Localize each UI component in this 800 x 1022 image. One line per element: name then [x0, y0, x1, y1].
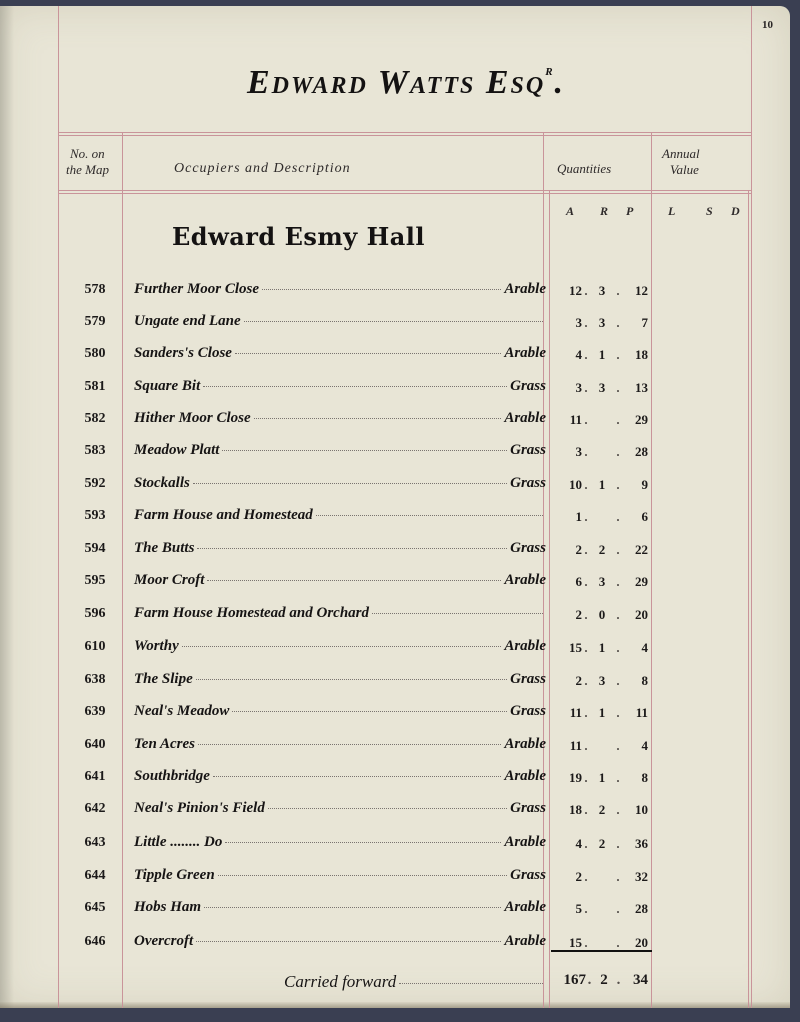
table-row	[60, 603, 660, 627]
rule-header-top	[58, 132, 751, 133]
quantity	[556, 509, 648, 525]
leader-dots	[268, 808, 507, 809]
roods: 0	[598, 607, 606, 622]
unit-acres: A	[566, 204, 575, 218]
parcel-name: Farm House and Homestead	[134, 507, 313, 523]
perches: 29	[635, 412, 648, 427]
land-use: Arable	[504, 933, 546, 949]
land-use: Arable	[504, 572, 546, 588]
description	[134, 313, 546, 330]
map-number: 644	[84, 868, 106, 883]
separator-dot: .	[587, 972, 592, 988]
separator-dot: .	[584, 380, 588, 395]
separator-dot: .	[584, 802, 588, 817]
quantity	[556, 673, 648, 689]
parcel-name: Neal's Meadow	[134, 703, 230, 719]
title-period: .	[554, 64, 566, 101]
map-number: 638	[84, 672, 106, 687]
acres: 3	[575, 315, 582, 330]
separator-dot: .	[616, 673, 620, 688]
perches: 11	[635, 705, 648, 720]
leader-dots	[198, 744, 501, 745]
perches: 20	[635, 935, 648, 950]
header-no-on-map-line1: No. on	[70, 146, 105, 161]
title-text: Edward Watts Esq	[246, 64, 546, 101]
roods: 3	[598, 315, 606, 330]
description	[134, 638, 546, 655]
table-row	[60, 538, 660, 562]
separator-dot: .	[584, 574, 588, 589]
parcel-name: Overcroft	[134, 933, 194, 949]
quantity	[556, 802, 648, 818]
quantity	[556, 770, 648, 786]
acres: 2	[575, 869, 582, 884]
map-number: 641	[84, 769, 106, 784]
map-number: 639	[84, 704, 106, 719]
separator-dot: .	[584, 705, 588, 720]
header-annual-value	[662, 146, 700, 178]
acres: 2	[575, 673, 582, 688]
land-use: Grass	[510, 800, 546, 816]
table-row	[60, 798, 660, 822]
roods: 3	[598, 673, 606, 688]
map-number: 593	[84, 508, 106, 523]
description	[134, 378, 546, 395]
rule-right-margin	[751, 6, 752, 1008]
total-acres: 167	[563, 972, 586, 988]
parcel-name: Ungate end Lane	[134, 313, 241, 329]
separator-dot: .	[584, 836, 588, 851]
roods: 3	[598, 283, 606, 298]
separator-dot: .	[584, 935, 588, 950]
spine-shadow	[0, 6, 14, 1008]
leader-dots	[213, 776, 501, 777]
acres: 10	[569, 477, 582, 492]
separator-dot: .	[584, 607, 588, 622]
separator-dot: .	[616, 770, 620, 785]
separator-dot: .	[616, 738, 620, 753]
unit-roods: R	[600, 204, 609, 218]
separator-dot: .	[616, 283, 620, 298]
perches: 36	[635, 836, 648, 851]
parcel-name: Farm House Homestead and Orchard	[134, 605, 370, 621]
rule-header-bottom-2	[58, 193, 751, 194]
perches: 9	[641, 477, 648, 492]
roods: 3	[598, 380, 606, 395]
separator-dot: .	[584, 444, 588, 459]
header-no-on-map-line2: the Map	[66, 162, 109, 177]
description	[134, 736, 546, 753]
separator-dot: .	[616, 640, 620, 655]
rule-header-top-2	[58, 135, 751, 136]
map-number: 578	[84, 282, 106, 297]
header-annual-value-line1: Annual	[662, 146, 700, 161]
separator-dot: .	[616, 315, 620, 330]
quantity	[556, 380, 648, 396]
table-row	[60, 636, 660, 660]
leader-dots	[262, 289, 501, 290]
land-use: Grass	[510, 540, 546, 556]
separator-dot: .	[616, 901, 620, 916]
separator-dot: .	[584, 283, 588, 298]
perches: 29	[635, 574, 648, 589]
leader-dots	[204, 907, 501, 908]
land-use: Grass	[510, 442, 546, 458]
leader-dots	[197, 548, 507, 549]
map-number: 596	[84, 606, 106, 621]
acres: 15	[569, 935, 582, 950]
map-number: 645	[84, 900, 106, 915]
separator-dot: .	[584, 640, 588, 655]
table-row	[60, 897, 660, 921]
description	[134, 507, 546, 524]
roods: 2	[598, 542, 606, 557]
acres: 11	[569, 738, 582, 753]
table-row	[60, 279, 660, 303]
roods: 1	[598, 770, 606, 785]
perches: 22	[635, 542, 648, 557]
parcel-name: Hither Moor Close	[134, 410, 251, 426]
quantity	[556, 542, 648, 558]
perches: 7	[641, 315, 648, 330]
parcel-name: Neal's Pinion's Field	[134, 800, 265, 816]
description	[134, 768, 546, 785]
quantity	[556, 869, 648, 885]
map-number: 640	[84, 737, 106, 752]
page-number: 10	[762, 19, 773, 31]
parcel-name: Southbridge	[134, 768, 210, 784]
map-number: 646	[84, 934, 106, 949]
description	[134, 867, 546, 884]
parcel-name: Stockalls	[134, 475, 190, 491]
roods	[590, 901, 614, 917]
rule-value-right	[748, 190, 749, 1008]
acres: 12	[569, 283, 582, 298]
separator-dot: .	[616, 509, 620, 524]
rule-left-margin	[58, 6, 59, 1008]
table-row	[60, 505, 660, 529]
leader-dots	[399, 983, 543, 984]
carried-forward	[284, 972, 546, 992]
leader-dots	[196, 679, 507, 680]
quantity	[556, 607, 648, 623]
land-use: Arable	[504, 768, 546, 784]
acres: 1	[575, 509, 582, 524]
total-quantities	[556, 972, 648, 989]
description	[134, 834, 546, 851]
table-row	[60, 832, 660, 856]
separator-dot: .	[584, 901, 588, 916]
land-use: Arable	[504, 899, 546, 915]
unit-perches: P	[626, 204, 634, 218]
land-use: Arable	[504, 281, 546, 297]
unit-shillings: S	[706, 204, 713, 218]
perches: 4	[641, 640, 648, 655]
description	[134, 540, 546, 557]
acres: 2	[575, 607, 582, 622]
header-annual-value-line2: Value	[670, 162, 699, 177]
quantity	[556, 901, 648, 917]
parcel-name: Tipple Green	[134, 867, 215, 883]
acres: 3	[575, 380, 582, 395]
leader-dots	[182, 646, 502, 647]
leader-dots	[193, 483, 507, 484]
map-number: 583	[84, 443, 106, 458]
separator-dot: .	[616, 836, 620, 851]
perches: 10	[635, 802, 648, 817]
quantity	[556, 574, 648, 590]
quantity	[556, 444, 648, 460]
description	[134, 605, 546, 622]
parcel-name: Moor Croft	[134, 572, 205, 588]
separator-dot: .	[616, 972, 621, 988]
table-row	[60, 669, 660, 693]
separator-dot: .	[616, 607, 620, 622]
quantity	[556, 705, 648, 721]
quantity	[556, 347, 648, 363]
map-number: 642	[84, 801, 106, 816]
quantity	[556, 315, 648, 331]
land-use: Grass	[510, 378, 546, 394]
leader-dots	[196, 941, 501, 942]
roods	[590, 509, 614, 525]
separator-dot: .	[616, 380, 620, 395]
roods: 1	[598, 477, 606, 492]
map-number: 595	[84, 573, 106, 588]
table-row	[60, 734, 660, 758]
map-number: 579	[84, 314, 106, 329]
table-row	[60, 473, 660, 497]
quantity	[556, 477, 648, 493]
leader-dots	[244, 321, 543, 322]
description	[134, 899, 546, 916]
roods	[590, 869, 614, 885]
unit-pence: D	[731, 204, 740, 218]
leader-dots	[254, 418, 502, 419]
roods: 1	[598, 347, 606, 362]
carried-forward-label: Carried forward	[284, 972, 397, 991]
perches: 28	[635, 444, 648, 459]
roods: 1	[598, 640, 606, 655]
table-row	[60, 376, 660, 400]
description	[134, 345, 546, 362]
separator-dot: .	[584, 412, 588, 427]
table-row	[60, 865, 660, 889]
land-use: Arable	[504, 736, 546, 752]
roods	[590, 444, 614, 460]
separator-dot: .	[616, 705, 620, 720]
separator-dot: .	[584, 542, 588, 557]
roods: 3	[598, 574, 606, 589]
quantity	[556, 640, 648, 656]
acres: 4	[575, 347, 582, 362]
land-use: Grass	[510, 867, 546, 883]
acres: 11	[569, 705, 582, 720]
parcel-name: Worthy	[134, 638, 179, 654]
map-number: 581	[84, 379, 106, 394]
acres: 19	[569, 770, 582, 785]
total-roods: 2	[600, 972, 608, 988]
unit-pounds: L	[668, 204, 676, 218]
description	[134, 933, 546, 950]
table-row	[60, 408, 660, 432]
separator-dot: .	[584, 738, 588, 753]
perches: 18	[635, 347, 648, 362]
leader-dots	[225, 842, 501, 843]
table-row	[60, 701, 660, 725]
separator-dot: .	[616, 477, 620, 492]
table-row	[60, 570, 660, 594]
map-number: 580	[84, 346, 106, 361]
estate-name: Edward Esmy Hall	[172, 222, 426, 251]
parcel-name: The Butts	[134, 540, 195, 556]
perches: 28	[635, 901, 648, 916]
parcel-name: Ten Acres	[134, 736, 195, 752]
leader-dots	[203, 386, 507, 387]
perches: 13	[635, 380, 648, 395]
description	[134, 800, 546, 817]
land-use: Arable	[504, 345, 546, 361]
leader-dots	[207, 580, 501, 581]
table-row	[60, 766, 660, 790]
title-superscript: r	[545, 62, 555, 79]
description	[134, 703, 546, 720]
quantity	[556, 935, 648, 951]
page-bottom-edge	[0, 1002, 790, 1008]
quantity	[556, 738, 648, 754]
acres: 2	[575, 542, 582, 557]
leader-dots	[232, 711, 507, 712]
parcel-name: Further Moor Close	[134, 281, 260, 297]
separator-dot: .	[616, 347, 620, 362]
roods: 1	[598, 705, 606, 720]
header-description: Occupiers and Description	[174, 161, 351, 176]
parcel-name: Meadow Platt	[134, 442, 220, 458]
perches: 6	[641, 509, 648, 524]
land-use: Arable	[504, 834, 546, 850]
perches: 4	[641, 738, 648, 753]
page-title	[60, 62, 752, 102]
acres: 11	[569, 412, 582, 427]
map-number: 643	[84, 835, 106, 850]
leader-dots	[218, 875, 507, 876]
roods	[590, 412, 614, 428]
ledger-page	[0, 6, 790, 1008]
separator-dot: .	[616, 802, 620, 817]
quantity	[556, 283, 648, 299]
description	[134, 442, 546, 459]
land-use: Grass	[510, 703, 546, 719]
land-use: Arable	[504, 410, 546, 426]
parcel-name: The Slipe	[134, 671, 193, 687]
separator-dot: .	[584, 477, 588, 492]
parcel-name: Hobs Ham	[134, 899, 202, 915]
acres: 6	[575, 574, 582, 589]
parcel-name: Square Bit	[134, 378, 201, 394]
separator-dot: .	[616, 542, 620, 557]
map-number: 594	[84, 541, 106, 556]
total-perches: 34	[633, 972, 648, 988]
description	[134, 671, 546, 688]
leader-dots	[235, 353, 501, 354]
separator-dot: .	[584, 509, 588, 524]
description	[134, 572, 546, 589]
header-no-on-map	[66, 146, 122, 178]
separator-dot: .	[584, 315, 588, 330]
acres: 4	[575, 836, 582, 851]
total-underline	[551, 950, 652, 952]
roods: 2	[598, 836, 606, 851]
leader-dots	[372, 613, 543, 614]
description	[134, 281, 546, 298]
table-row	[60, 343, 660, 367]
separator-dot: .	[616, 412, 620, 427]
perches: 8	[641, 770, 648, 785]
roods	[590, 935, 614, 951]
table-row	[60, 311, 660, 335]
roods: 2	[598, 802, 606, 817]
quantity	[556, 836, 648, 852]
description	[134, 475, 546, 492]
map-number: 582	[84, 411, 106, 426]
parcel-name: Little ........ Do	[134, 834, 223, 850]
separator-dot: .	[616, 935, 620, 950]
table-row	[60, 440, 660, 464]
rule-header-bottom	[58, 190, 751, 191]
separator-dot: .	[616, 869, 620, 884]
leader-dots	[222, 450, 507, 451]
parcel-name: Sanders's Close	[134, 345, 232, 361]
roods	[590, 738, 614, 754]
acres: 5	[575, 901, 582, 916]
map-number: 592	[84, 476, 106, 491]
separator-dot: .	[584, 770, 588, 785]
map-number: 610	[84, 639, 106, 654]
separator-dot: .	[584, 347, 588, 362]
separator-dot: .	[584, 869, 588, 884]
perches: 8	[641, 673, 648, 688]
acres: 3	[575, 444, 582, 459]
land-use: Grass	[510, 671, 546, 687]
perches: 12	[635, 283, 648, 298]
quantity	[556, 412, 648, 428]
header-quantities: Quantities	[557, 161, 612, 176]
separator-dot: .	[616, 444, 620, 459]
land-use: Grass	[510, 475, 546, 491]
separator-dot: .	[616, 574, 620, 589]
land-use: Arable	[504, 638, 546, 654]
acres: 15	[569, 640, 582, 655]
separator-dot: .	[584, 673, 588, 688]
description	[134, 410, 546, 427]
perches: 20	[635, 607, 648, 622]
acres: 18	[569, 802, 582, 817]
leader-dots	[316, 515, 543, 516]
perches: 32	[635, 869, 648, 884]
